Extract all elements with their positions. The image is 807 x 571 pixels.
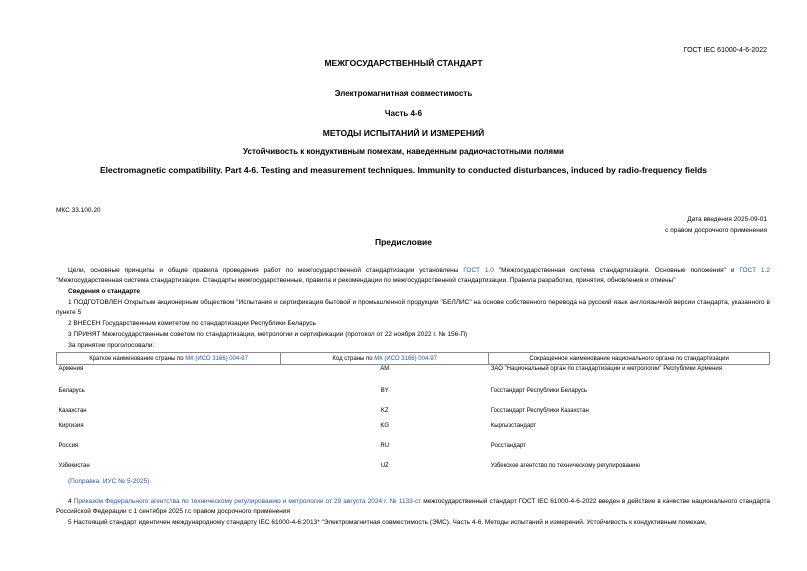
code-cell: BY: [380, 387, 389, 394]
voted-label: За принятие проголосовали:: [68, 342, 155, 349]
mk-iso-3166-link[interactable]: МК (ИСО 3166) 004-97: [374, 355, 437, 362]
code-cell: UZ: [380, 462, 389, 469]
standard-info-heading: Сведения о стандарте: [68, 288, 141, 295]
info-item-1: 1 ПОДГОТОВЛЕН Открытым акционерным обществом "Испытания и сертификация бытовой и промышленной продукции "БЕЛЛИС" на основе собственного перевода на русский язык англоязычной версии стандарта, указанного в пункте 5: [56, 299, 770, 316]
introduction-date: Дата введения 2025-09-01: [687, 216, 767, 223]
info-item-2: 2 ВНЕСЕН Государственным комитетом по стандартизации Республики Беларусь: [68, 320, 316, 327]
country-cell: Россия: [58, 442, 79, 449]
table-row: [57, 462, 770, 477]
table-row: [57, 387, 770, 407]
body-cell: ЗАО "Национальный орган по стандартизации и метрологии" Республики Армения: [490, 366, 722, 372]
body-cell: Госстандарт Республики Казахстан: [490, 407, 589, 414]
table-header-row: [57, 353, 770, 365]
rosstandart-order-link[interactable]: Приказом Федерального агентства по техническому регулированию и метрологии от 29 августа 2024 г. № 1133-ст: [73, 498, 422, 505]
info-item-3: 3 ПРИНЯТ Межгосударственным советом по стандартизации, метрологии и сертификации (протокол от 22 ноября 2022 г. № 156-П): [68, 331, 468, 338]
immunity-title: Устойчивость к кондуктивным помехам, наведенным радиочастотными полями: [243, 147, 564, 156]
column-header-body: Сокращенное наименование национального органа по стандартизации: [489, 353, 770, 365]
info-item-5: 5 Настоящий стандарт идентичен международному стандарту IEC 61000-4-6:2013* "Электромагнитная совместимость (ЭМС). Часть 4-6. Методы испытаний и измерений. Устойчивость к кондуктивным помехам,: [68, 519, 707, 526]
header-text: Код страны по: [332, 355, 375, 362]
amendment-link[interactable]: (Поправка. ИУС № 5-2025).: [68, 478, 152, 485]
item-number: 4: [68, 498, 74, 505]
body-cell: Росстандарт: [490, 442, 526, 449]
paragraph-text: Цели, основные принципы и общие правила проведения работ по межгосударственной стандартизации установлены: [68, 267, 464, 274]
english-title: Electromagnetic compatibility. Part 4-6. Testing and measurement techniques. Immunity to conducted disturbances, induced by radio-frequency fields: [99, 165, 708, 175]
paragraph-text: "Межгосударственная система стандартизации. Основные положения" и: [493, 267, 740, 274]
country-cell: Армения: [58, 366, 84, 372]
mk-iso-3166-link[interactable]: МК (ИСО 3166) 004-97: [185, 355, 248, 362]
code-cell: AM: [380, 366, 390, 372]
code-cell: KG: [380, 422, 390, 429]
code-cell: RU: [380, 442, 390, 449]
paragraph-text: "Межгосударственная система стандартизации. Стандарты межгосударственные, правила и рекомендации по межгосударственной стандартизации. Правила разработки, принятия, обновления и отмены": [56, 277, 676, 284]
country-cell: Казахстан: [58, 407, 87, 414]
paragraph-text: межгосударственный стандарт ГОСТ IEC 61000-4-6-2022 введен в действие в качестве национального стандарта Российской Федерации с 1 сентября 2025 г.с правом досрочного применения: [56, 498, 770, 515]
document-subtitle: Электромагнитная совместимость: [334, 89, 473, 98]
table-row: [57, 407, 770, 422]
document-code: ГОСТ IEC 61000-4-6-2022: [683, 47, 767, 54]
foreword-heading: Предисловие: [374, 237, 433, 247]
body-cell: Госстандарт Республики Беларусь: [490, 387, 587, 394]
table-row: [57, 442, 770, 462]
standard-type-title: МЕЖГОСУДАРСТВЕННЫЙ СТАНДАРТ: [324, 58, 483, 68]
early-application-note: с правом досрочного применения: [665, 227, 767, 234]
document-part: Часть 4-6: [384, 109, 423, 118]
gost-1-2-link[interactable]: ГОСТ 1.2: [739, 267, 770, 274]
voting-countries-table: [56, 352, 770, 477]
info-item-4: [56, 497, 770, 517]
methods-title: МЕТОДЫ ИСПЫТАНИЙ И ИЗМЕРЕНИЙ: [322, 128, 485, 138]
country-cell: Узбекистан: [58, 462, 90, 469]
foreword-paragraph-1: [56, 266, 770, 286]
table-row: [57, 422, 770, 442]
column-header-country: [57, 353, 281, 365]
table-row: [57, 365, 770, 387]
body-cell: Узбекское агентство по техническому регулированию: [490, 462, 640, 469]
body-cell: Кыргызстандарт: [490, 422, 537, 429]
gost-1-0-link[interactable]: ГОСТ 1.0: [463, 267, 494, 274]
country-cell: Беларусь: [58, 387, 85, 394]
header-text: Краткое наименование страны по: [89, 355, 186, 362]
column-header-code: [281, 353, 489, 365]
code-cell: KZ: [380, 407, 389, 414]
amendment-note: [56, 477, 770, 487]
mks-code: МКС 33.100.20: [56, 207, 101, 214]
country-cell: Киргизия: [58, 422, 84, 429]
